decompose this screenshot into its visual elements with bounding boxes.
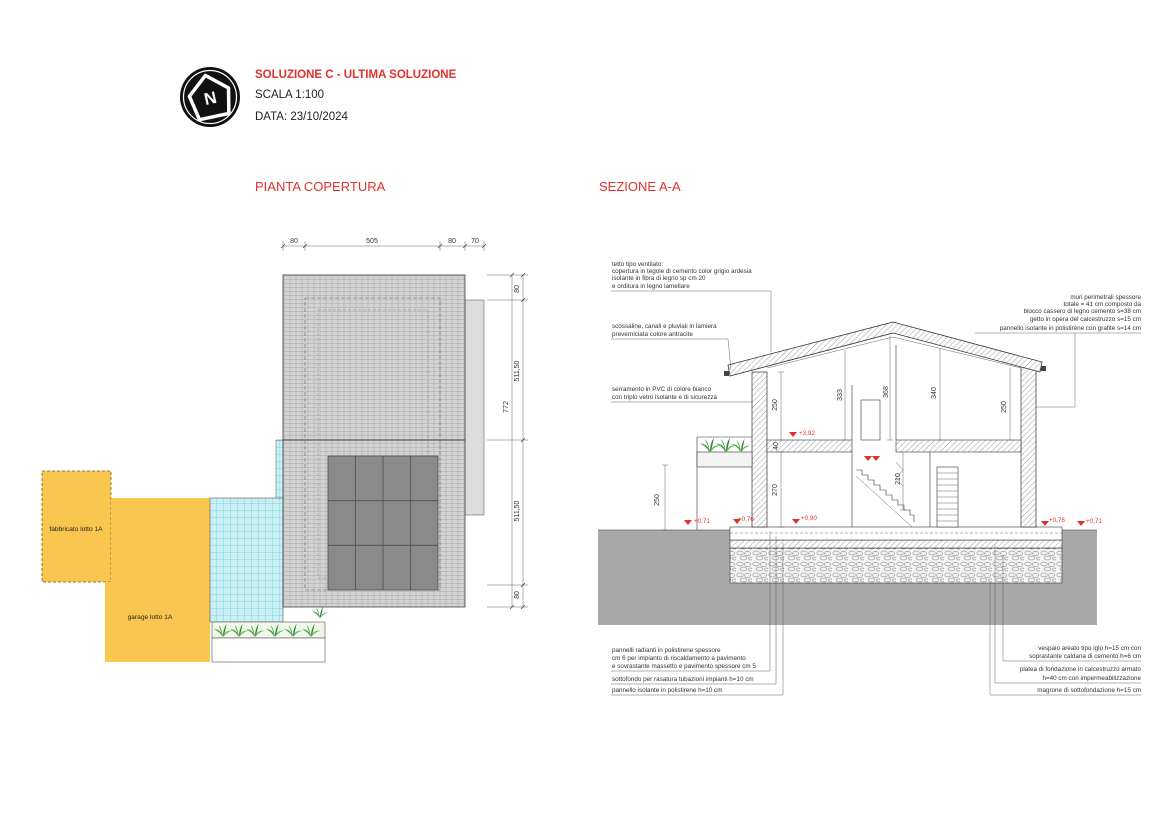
note-window-2: con triplo vetro isolante e di sicurezza [612,394,717,401]
roof-section [728,322,1042,376]
plan-title: PIANTA COPERTURA [255,179,386,194]
section-drawing [598,261,1141,695]
note-flashing-1: scossaline, canali e pluviali in lamiera [612,323,717,330]
dim-h2: 368 [883,386,890,398]
note-subfloor: sottofondo per rasatura tubazioni impianti h=10 cm [612,676,754,683]
dim-wall-upper-right: 250 [1001,401,1008,413]
dim-top-1: 80 [290,238,298,245]
note-foundation-2: h=40 cm con impermeabilizzazione [1042,675,1141,682]
gutter-right [1041,366,1046,371]
upper-slab-right [896,440,1021,452]
note-lean: magrone di sottofondazione h=15 cm [1037,687,1141,694]
level-marker [1041,517,1065,526]
note-floor-2: cm 6 per impianto di riscaldamento a pavimento [612,655,746,662]
sheet-date: DATA: 23/10/2024 [255,111,348,123]
foundation-slab [730,540,1062,548]
planter-box [212,638,325,662]
sheet-scale: SCALA 1:100 [255,89,325,101]
leader-walls [975,333,1141,407]
level-floor: +0,90 [801,515,817,522]
note-roof-2: copertura in tegole di cemento color grigio ardesia [612,268,752,275]
plant-icon [700,438,720,452]
level-marker [1077,518,1102,526]
dim-h1: 333 [837,389,844,401]
north-arrow-logo [180,67,240,127]
note-walls-5: pannello isolante in polistirene con grafite s=14 cm [999,325,1141,332]
plan-right-dimensions [487,273,528,609]
wall-right [1021,366,1036,527]
leader-flashing [611,339,731,370]
dim-right-2: 511,50 [514,360,521,382]
leader-roof [611,291,771,352]
roof-side-strip [465,300,484,515]
dim-right-4: 80 [514,591,521,599]
level-upper: +3,92 [799,430,815,437]
level-marker [684,518,710,525]
level-marker [789,430,815,437]
note-crawl-2: soprastante caldana di cemento h=6 cm [1029,653,1141,660]
level-ground-right: +0,71 [1086,518,1102,525]
note-roof-3: isolante in fibra di legno sp cm 20 [612,275,706,282]
plan-top-dimensions [281,238,486,251]
terrace-paving [210,498,283,622]
solar-panels [328,456,438,590]
note-window-1: serramento in PVC di colore bianco [612,386,712,393]
lot-garage [105,498,210,662]
gutter-left [724,371,729,376]
section-planter [697,452,752,467]
lot-fabbricato-label: fabbricato lotto 1A [49,526,103,533]
level-marker [733,516,754,524]
upper-door [861,400,880,440]
dim-right-1: 80 [514,285,521,293]
note-foundation-1: platea di fondazione in calcestruzzo armato [1019,666,1141,673]
dim-top-4: 70 [471,238,479,245]
level-entrance-right: +0,76 [1049,517,1065,524]
note-floor-3: e sovrastante massetto e pavimento spessore cm 5 [612,663,756,670]
section-title: SEZIONE A-A [599,179,681,194]
dim-total: 772 [503,401,510,413]
roof-plan [42,238,528,662]
note-insulation: pannello isolante in polistirene h=10 cm [612,687,723,694]
dim-terrain: 250 [654,494,661,506]
dim-h3: 340 [931,387,938,399]
wall-left [752,372,767,527]
note-roof-1: tetto tipo ventilato: [612,261,664,268]
level-entrance-left: +0,76 [738,516,754,523]
level-ground-left: +0,71 [694,518,710,525]
foundation-stones [730,548,1062,583]
dim-top-2: 505 [366,238,378,245]
note-crawl-1: vespaio areato tipo iglù h=15 cm con [1038,645,1141,652]
dim-wall-ground: 270 [772,484,779,496]
north-letter: N [202,87,219,110]
ground-floor-slab [730,527,1062,540]
dim-slab: 40 [773,442,780,450]
dim-right-3: 511,50 [514,500,521,522]
dim-top-3: 80 [448,238,456,245]
plant-icon [312,606,328,617]
note-walls-4: getto in opera del calcestruzzo s=15 cm [1029,316,1141,323]
dim-wall-upper-left: 250 [772,399,779,411]
note-floor-1: pannelli radianti in polistirene spessore [612,647,721,654]
plant-icon [732,439,750,452]
note-walls-3: blocco cassero di legno cemento s=38 cm [1023,308,1141,315]
note-flashing-2: preverniciata colore antracite [612,331,693,338]
ground-window [937,467,958,527]
level-marker [792,515,817,524]
dim-stair: 210 [895,473,902,485]
level-marker-stair [864,456,880,461]
note-walls-1: muri perimetrali spessore [1070,294,1141,301]
lot-garage-label: garage lotto 1A [127,614,173,621]
sheet-title: SOLUZIONE C - ULTIMA SOLUZIONE [255,69,457,81]
note-roof-4: e orditura in legno lamellare [612,283,690,290]
note-walls-2: totale = 41 cm composto da [1063,301,1141,308]
stair [856,470,914,522]
terrace-strip [276,440,283,498]
